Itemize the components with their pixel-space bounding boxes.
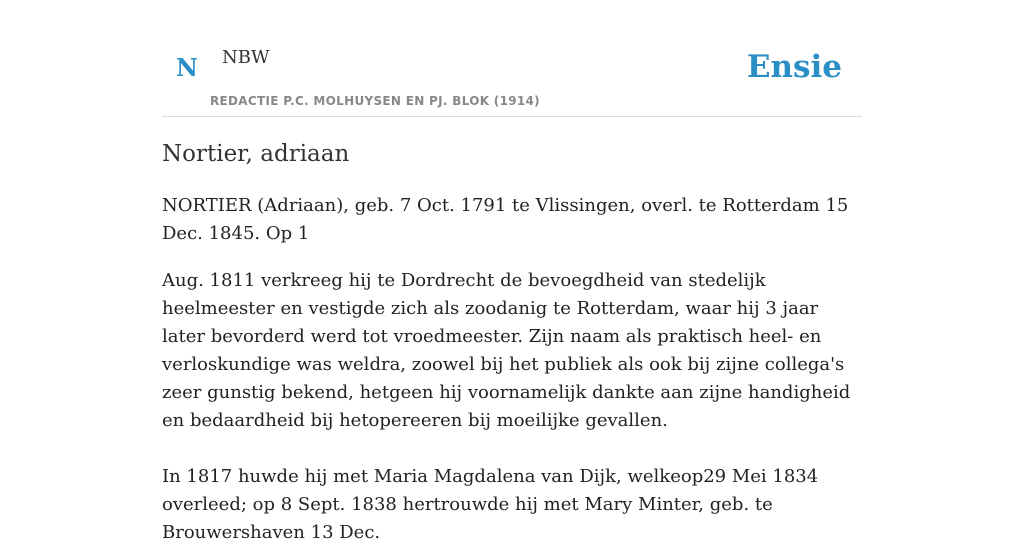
article-paragraph-1: NORTIER (Adriaan), geb. 7 Oct. 1791 te Vlissingen, overl. te Rotterdam 15 Dec. 1845. Op 1	[162, 195, 849, 244]
header	[162, 0, 862, 117]
article-paragraph-3: In 1817 huwde hij met Maria Magdalena van Dijk, welkeop29 Mei 1834 overleed; op 8 Sept. 1838 hertrouwde hij met Mary Minter, geb. te Brouwershaven 13 Dec.	[162, 466, 819, 543]
source-name-link[interactable]: NBW	[222, 47, 270, 68]
source-logo-icon[interactable]: N	[176, 53, 198, 82]
article-title: Nortier, adriaan	[162, 141, 350, 167]
article	[162, 138, 862, 547]
ensie-brand-link[interactable]: Ensie	[746, 49, 842, 85]
article-paragraph-2: Aug. 1811 verkreeg hij te Dordrecht de bevoegdheid van stedelijk heelmeester en vestigde zich als zoodanig te Rotterdam, waar hij 3 jaar later bevorderd werd tot vroedmeester. Zijn naam als praktisch heel- en verloskundige was weldra, zoowel bij het publiek als ook bij zijne collega's zeer gunstig bekend, hetgeen hij voornamelijk dankte aan zijne handigheid en bedaardheid bij hetopereeren bij moeilijke gevallen.	[162, 270, 851, 431]
source-subtitle: REDACTIE P.C. MOLHUYSEN EN PJ. BLOK (1914)	[210, 94, 540, 108]
